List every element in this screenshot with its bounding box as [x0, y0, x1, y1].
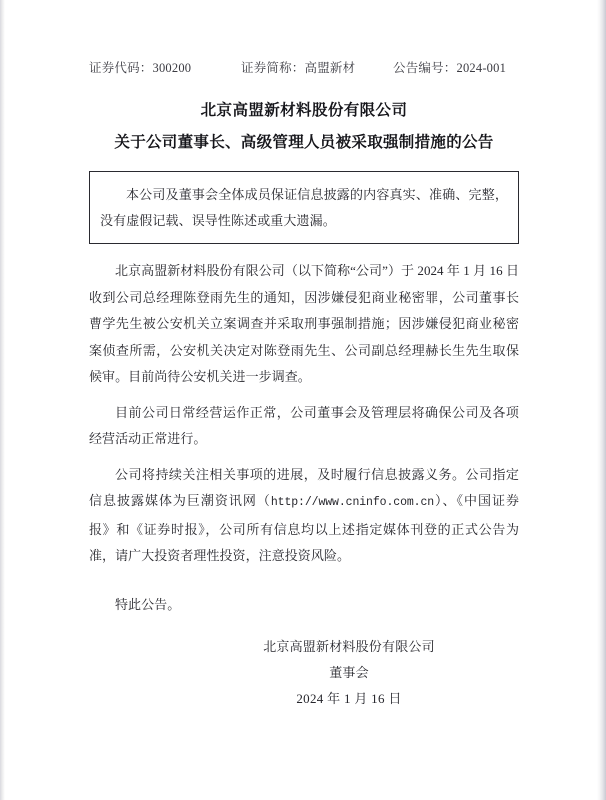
cninfo-url: http://www.cninfo.com.cn [270, 496, 435, 509]
document-body [89, 258, 519, 618]
security-abbreviation [241, 58, 393, 76]
body-paragraph-3-lead: 公司将持续关注相关事项的进展，及时履行信息披露义务。公司指定信息披露媒体为巨潮资讯网（ [89, 466, 519, 508]
announcement-number-value: 2024-001 [456, 61, 507, 75]
announcement-number-label: 公告编号： [393, 61, 457, 75]
security-code-label: 证券代码： [89, 61, 153, 75]
security-abbreviation-label: 证券简称： [241, 61, 305, 75]
signature-block [179, 634, 519, 712]
signature-organ: 董事会 [329, 665, 369, 680]
document-header-meta [89, 58, 519, 76]
body-paragraph-closing: 特此公告。 [115, 596, 181, 612]
signature-date: 2024 年 1 月 16 日 [296, 691, 402, 706]
document-content [89, 0, 519, 712]
document-title-block [89, 98, 519, 156]
body-paragraph-1: 北京高盟新材料股份有限公司（以下简称“公司”）于 2024 年 1 月 16 日收到公司总经理陈登雨先生的通知，因涉嫌侵犯商业秘密罪，公司董事长曹学先生被公安机关立案调查并采取刑事强制措施；因涉嫌侵犯商业秘密案侦查所需，公安机关决定对陈登雨先生、公司副总经理赫长生先生取保候审。目前尚待公安机关进一步调查。 [89, 263, 519, 384]
body-paragraph-3 [89, 462, 519, 570]
company-title: 北京高盟新材料股份有限公司 [200, 102, 408, 119]
signature-company: 北京高盟新材料股份有限公司 [263, 639, 435, 654]
disclosure-statement-text: 本公司及董事会全体成员保证信息披露的内容真实、准确、完整，没有虚假记载、误导性陈述或重大遗漏。 [100, 187, 508, 228]
security-code-value: 300200 [152, 61, 192, 75]
announcement-number [393, 58, 519, 76]
body-paragraph-2: 目前公司日常经营运作正常，公司董事会及管理层将确保公司及各项经营活动正常进行。 [89, 404, 519, 446]
body-paragraph-3-tail: ）、《中国证券报》和《证券时报》，公司所有信息均以上述指定媒体刊登的正式公告为准，请广大投资者理性投资，注意投资风险。 [89, 493, 519, 563]
disclosure-statement-box [89, 171, 519, 244]
security-code [89, 58, 241, 76]
announcement-subject-title: 关于公司董事长、高级管理人员被采取强制措施的公告 [114, 134, 494, 151]
security-abbreviation-value: 高盟新材 [304, 61, 356, 75]
